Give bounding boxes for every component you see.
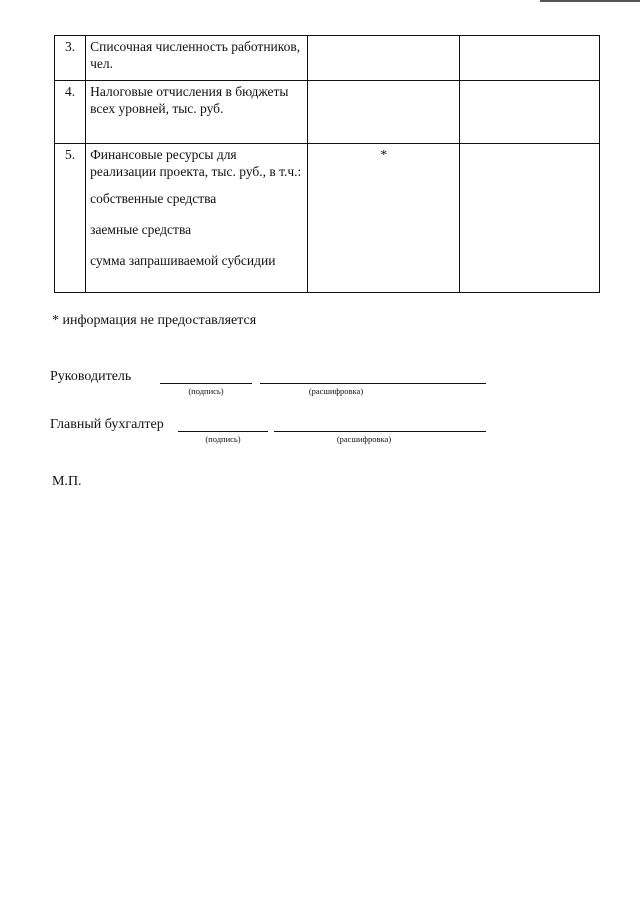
accountant-name-caption: (расшифровка) [336, 434, 392, 444]
table-row [55, 81, 600, 144]
head-name-caption: (расшифровка) [308, 386, 364, 396]
row-number: 5. [55, 144, 86, 293]
sub-item-requested-subsidy: сумма запрашиваемой субсидии [90, 252, 276, 268]
row-indicator-name: Налоговые отчисления в бюджеты всех уровней, тыс. руб. [86, 81, 308, 144]
row-indicator-cell [86, 144, 308, 293]
footnote: * информация не предоставляется [52, 313, 257, 328]
head-signature-line[interactable] [160, 383, 252, 384]
head-label: Руководитель [50, 369, 132, 384]
row-indicator-name: Финансовые ресурсы для реализации проекта, тыс. руб., в т.ч.: [90, 147, 302, 179]
head-name-line[interactable] [260, 383, 486, 384]
row-value-1: * [307, 144, 460, 293]
row-value-2 [460, 36, 600, 81]
row-number: 4. [55, 81, 86, 144]
accountant-name-line[interactable] [274, 431, 486, 432]
row-value-1 [307, 81, 460, 144]
accountant-signature-line[interactable] [178, 431, 268, 432]
indicators-table [54, 35, 600, 293]
row-value-2 [460, 144, 600, 293]
row-value-1 [307, 36, 460, 81]
top-edge-rule [540, 0, 640, 2]
row-number: 3. [55, 36, 86, 81]
table-row [55, 36, 600, 81]
row-value-2 [460, 81, 600, 144]
sub-item-own-funds: собственные средства [90, 190, 217, 206]
accountant-signature-caption: (подпись) [205, 434, 241, 444]
sub-item-borrowed-funds: заемные средства [90, 221, 192, 237]
row-indicator-name: Списочная численность работников, чел. [86, 36, 308, 81]
head-signature-caption: (подпись) [188, 386, 224, 396]
table-row [55, 144, 600, 293]
accountant-label: Главный бухгалтер [50, 417, 164, 432]
stamp-place: М.П. [52, 474, 82, 489]
